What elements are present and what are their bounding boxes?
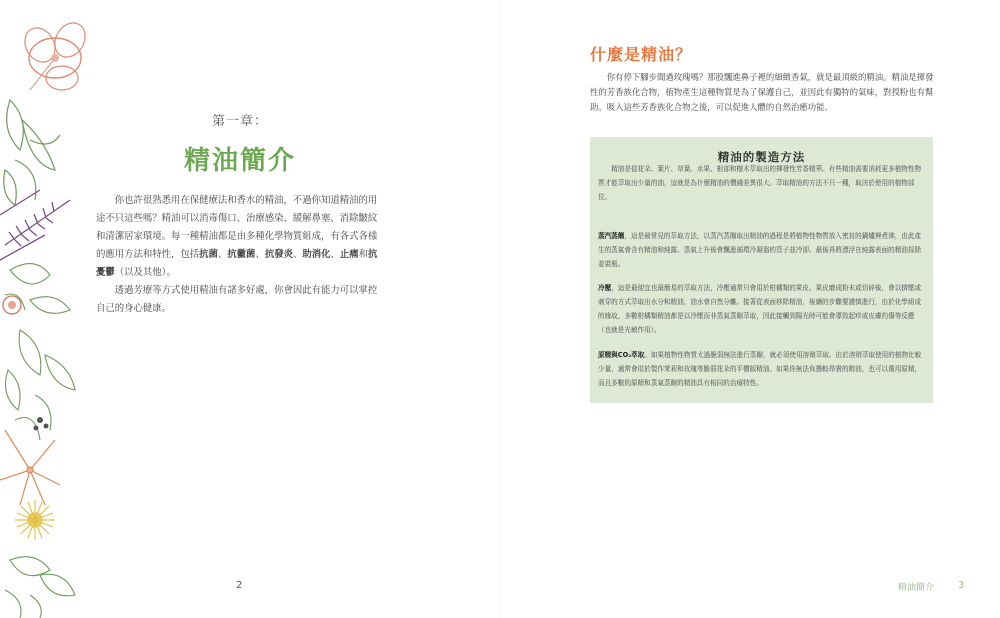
sidebar-box <box>590 137 933 403</box>
leaf-icon <box>6 330 75 440</box>
leaf-icon <box>4 100 60 205</box>
body-paragraph: 透過芳療等方式使用精油有諸多好處，你會因此有能力可以掌控自己的身心健康。 <box>96 285 378 314</box>
blossom-icon <box>34 417 49 431</box>
intro-paragraph: 你有停下腳步聞過玫瑰嗎？那股飄進鼻子裡的細緻香氣，就是最頂級的精油。精油是揮發性的芳香族化合物，植物產生這種物質是為了保護自己，並因此有獨特的氣味，對授粉也有幫助。吸入這些芳香族化合物之後，可以促進人體的自然治癒功能。 <box>590 72 934 112</box>
chapter-label: 第一章： <box>211 114 268 129</box>
lily-flower-icon <box>0 430 60 505</box>
running-footer: 精油簡介 <box>898 583 935 593</box>
chapter-title: 精油簡介 <box>183 146 296 176</box>
box-paragraph: 精油是從花朵、葉片、草葉、水果、根部和樹木萃取出的揮發性芳香精華。有些精油需要消耗更多植物性物質才能萃取出少量的油，這就是為什麼精油的價錢差異很大。萃取精油的方法不只一種，取決於使用的植物部位。 <box>598 165 922 201</box>
chapter-body <box>96 192 386 318</box>
body-paragraph: 你也許很熟悉用在保健療法和香水的精油，不過你知道精油的用途不只這些嗎？精油可以消毒傷口、治療感染、緩解鼻塞、消除皺紋和清潔居家環境。每一種精油都是由多種化學物質組成，有各式各樣的應用方法和特性，包括抗菌、抗黴菌、抗發炎、助消化、止痛和抗憂鬱（以及其他）。 <box>96 195 378 278</box>
book-gutter <box>499 0 501 618</box>
section-heading: 什麼是精油？ <box>590 45 693 64</box>
botanical-illustration <box>0 0 95 618</box>
box-paragraph-cold-press: 冷壓，這是最便宜也最簡易的萃取方法，冷壓通常只會用於柑橘類的果皮。果皮磨成粉末或切碎後，會以擠壓或刺穿的方式萃取出水分和精油，油水會自然分離。接著從表面移除精油，後續的步驟要謹慎進行，由於化學組成的緣故，多數柑橘類精油都是以冷壓而非蒸氣蒸餾萃取，因此接觸到陽光時可能會導致起疹或皮膚灼傷等反應（也就是光敏作用）。 <box>598 284 922 334</box>
hibiscus-flower-icon <box>19 17 91 90</box>
box-paragraph-absolute: 原精與CO₂萃取。如果植物性物質太過脆弱無法進行蒸餾，就必須使用溶劑萃取。由於溶劑萃取使用的植物比較少量，通常會用於製作茉莉和玫瑰等脆弱花朵的平價版精油。如果你無法負擔較昂貴的精油，也可以選用原精，而且多數的原精和蒸氣蒸餾的精油具有相同的治療特性。 <box>598 351 922 387</box>
sidebar-box-title: 精油的製造方法 <box>717 150 806 164</box>
page-number-left: 2 <box>236 580 243 591</box>
chamomile-flower-icon <box>15 500 55 540</box>
box-paragraph-steam: 蒸汽蒸餾，這是最常見的萃取方法，以蒸汽蒸餾取出精油的過程是將植物性物質放入密封的鍋爐裡煮沸，由此產生的蒸氣會含有精油和純露。蒸氣上升後會飄進循環冷凝器的管子並冷卻。最後再將漂浮在純露表面的精油採除並裝瓶。 <box>598 232 922 268</box>
page-number-right: 3 <box>958 580 965 591</box>
leaf-icon <box>5 557 75 618</box>
